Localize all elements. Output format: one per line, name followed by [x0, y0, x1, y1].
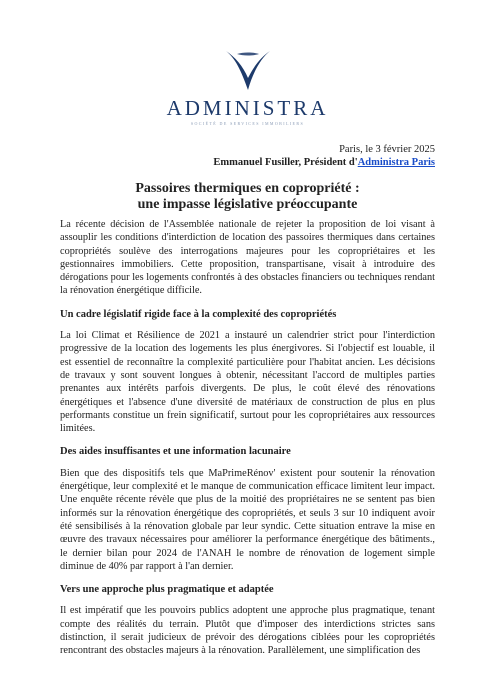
section-heading-1: Un cadre législatif rigide face à la complexité des copropriétés	[60, 308, 337, 320]
brand-tagline: SOCIÉTÉ DE SERVICES IMMOBILIERS	[190, 121, 305, 126]
signature-text: Emmanuel Fusiller, Président d'	[213, 157, 358, 168]
title-line-2: une impasse législative préoccupante	[137, 197, 358, 212]
section-3-paragraph: Il est impératif que les pouvoirs publics adoptent une approche plus pragmatique, tenant compte des réalités du terrain. Plutôt que d'imposer des interdictions strictes sans distinction, il serait judicieux de prévoir des dérogations ciblées pour les copropriétés rencontrant des obstacles majeurs à la rénovation. Parallèlement, une simplification des	[60, 605, 435, 657]
company-logo-icon	[0, 48, 495, 94]
intro-paragraph: La récente décision de l'Assemblée nationale de rejeter la proposition de loi visant à assouplir les conditions d'interdiction de location des passoires thermiques dans certaines copropriétés soulève des interrogations majeures pour les copropriétaires et les gestionnaires immobiliers. Cette proposition, transpartisane, visait à introduire des dérogations pour les logements confrontés à des obstacles financiers ou techniques rendant la rénovation énergétique difficile.	[60, 219, 435, 297]
title-line-1: Passoires thermiques en copropriété :	[135, 181, 360, 196]
section-heading-2: Des aides insuffisantes et une information lacunaire	[60, 446, 291, 458]
brand-name: ADMINISTRA	[166, 96, 329, 120]
section-1-paragraph: La loi Climat et Résilience de 2021 a instauré un calendrier strict pour l'interdiction progressive de la location des logements les plus énergivores. Si l'objectif est louable, il est essentiel de reconnaître la complexité particulière pour l'habitat ancien. Les décisions de travaux y sont souvent longues à obtenir, nécessitant l'accord de multiples parties prenantes aux intérêts parfois divergents. De plus, le coût élevé des rénovations énergétiques et l'absence d'une diversité de matériaux de construction de plus en plus performants constitue un frein significatif, surtout pour les copropriétaires aux ressources limitées.	[60, 330, 435, 435]
administra-paris-link[interactable]: Administra Paris	[357, 157, 435, 168]
article-body	[60, 218, 435, 668]
signature-line	[213, 156, 435, 169]
letter-header	[213, 143, 435, 169]
page-title	[0, 181, 495, 213]
section-heading-3: Vers une approche plus pragmatique et adaptée	[60, 584, 274, 596]
date-line: Paris, le 3 février 2025	[339, 144, 435, 155]
section-2-paragraph: Bien que des dispositifs tels que MaPrimeRénov' existent pour soutenir la rénovation énergétique, leur complexité et le manque de communication efficace limitent leur impact. Une enquête récente révèle que plus de la moitié des propriétaires ne se sentent pas bien informés sur la rénovation énergétique des copropriétés, et seuls 3 sur 10 indiquent avoir été sensibilisés à la rénovation globale par leur syndic. Cette situation entrave la mise en œuvre des travaux nécessaires pour améliorer la performance énergétique des bâtiments., le dernier bilan pour 2024 de l'ANAH le nombre de rénovation de logement simple diminue de 40% par rapport à l'an dernier.	[60, 467, 435, 572]
